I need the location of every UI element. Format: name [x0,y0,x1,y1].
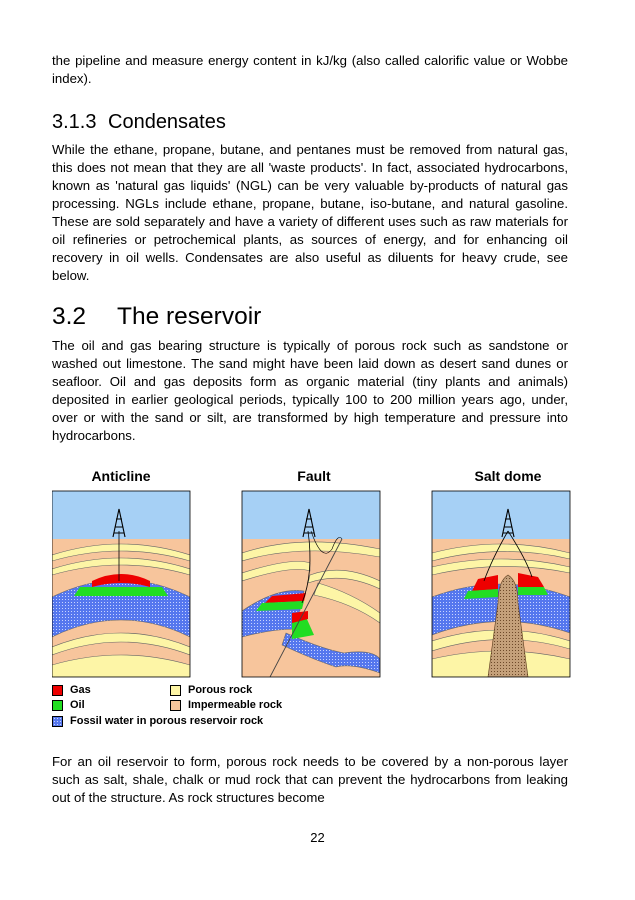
panel-title-anticline: Anticline [91,468,151,484]
legend-porous-rock [170,684,252,697]
legend-oil [52,699,85,712]
impermeable-rock-swatch [170,700,181,711]
legend-label: Porous rock [188,684,253,696]
legend-label: Gas [70,684,91,696]
heading-condensates [52,110,568,134]
fault-diagram [242,491,380,677]
gas-swatch [52,685,63,696]
water-swatch [52,716,63,727]
legend-label: Oil [70,699,85,711]
heading-title: The reservoir [117,303,262,330]
page-body [52,52,568,445]
reservoir-diagrams [52,463,572,733]
reservoir-figure [52,463,572,733]
heading-number: 3.1.3 [52,111,97,133]
anticline-diagram [52,491,190,677]
reservoir-paragraph: The oil and gas bearing structure is typically of porous rock such as sandstone or washed out limestone. The sand might have been laid down as desert sand dunes or seafloor. Oil and gas deposits form as organic material (tiny plants and animals) deposited in earlier geological periods, typically 100 to 200 million years ago, under, over or with the sand or silt, are transformed by high temperature and pressure into hydrocarbons. [52,338,568,443]
oil-swatch [52,700,63,711]
legend-fossil-water [52,715,263,728]
heading-number: 3.2 [52,303,87,330]
legend-label: Fossil water in porous reservoir rock [70,715,264,727]
panel-title-salt-dome: Salt dome [474,468,542,484]
legend-label: Impermeable rock [188,699,283,711]
closing-paragraph: For an oil reservoir to form, porous rock needs to be covered by a non-porous layer such as salt, shale, chalk or mud rock that can prevent the hydrocarbons from leaking out of the structure. As rock structures become [52,754,568,805]
condensates-paragraph: While the ethane, propane, butane, and pentanes must be removed from natural gas, this does not mean that they are all 'waste products'. In fact, associated hydrocarbons, known as 'natural gas liquids' (NGL) can be very valuable by-products of natural gas processing. NGLs include ethane, propane, butane, iso-butane, and natural gasoline. These are sold separately and have a variety of different uses such as raw materials for oil refineries or petrochemical plants, as sources of energy, and for enhancing oil recovery in oil wells. Condensates are also useful as diluents for heavy crude, see below. [52,142,568,283]
legend-gas [52,684,91,697]
intro-paragraph: the pipeline and measure energy content in kJ/kg (also called calorific value or Wobbe index). [52,53,568,86]
page-number: 22 [310,830,325,845]
heading-reservoir [52,302,568,332]
closing-section [52,753,568,807]
salt-dome-diagram [432,491,570,677]
porous-rock-swatch [170,685,181,696]
heading-title: Condensates [108,111,226,133]
legend-impermeable-rock [170,699,282,712]
panel-title-fault: Fault [297,468,331,484]
